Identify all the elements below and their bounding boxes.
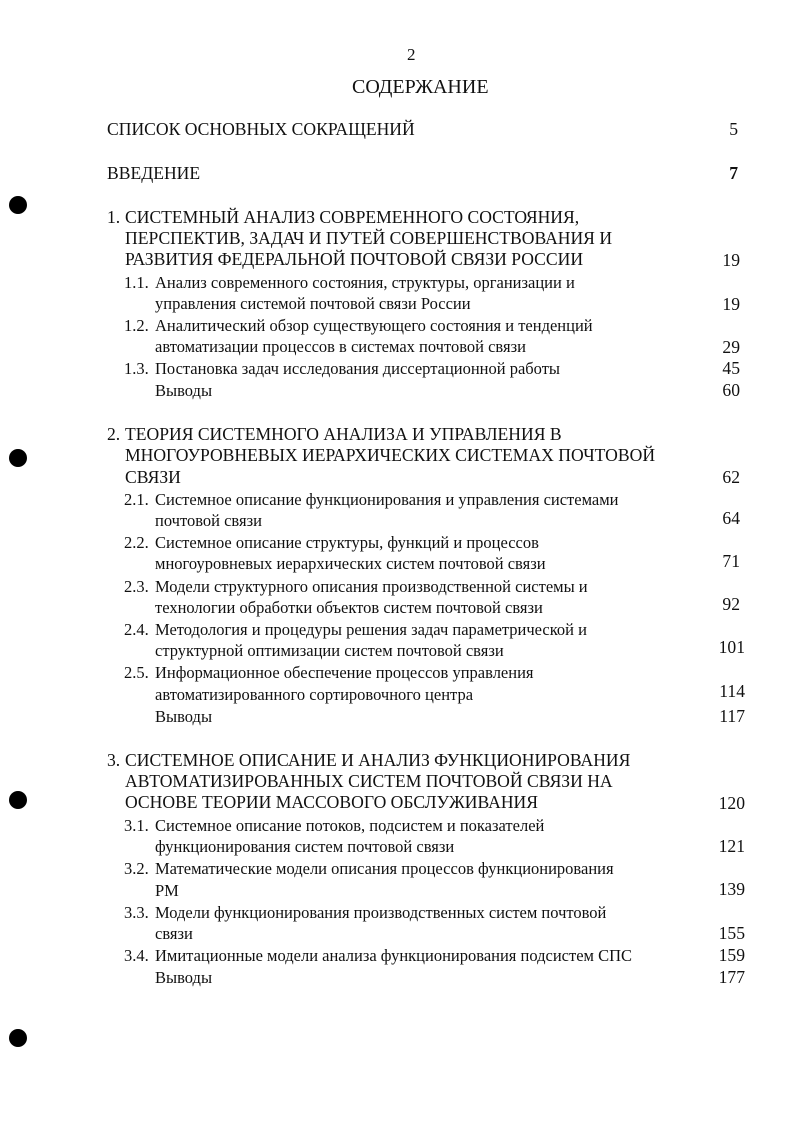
section-number: 1.3. <box>124 359 149 378</box>
section-title-line: Постановка задач исследования диссертационной работы <box>155 359 561 378</box>
toc-page-number: 64 <box>722 508 740 528</box>
section-title-line: почтовой связи <box>155 511 262 530</box>
conclusions-label: Выводы <box>155 707 213 726</box>
section-title-line: Математические модели описания процессов функционирования <box>155 859 614 878</box>
binding-hole-mark <box>9 196 27 214</box>
toc-page-number: 45 <box>722 358 740 378</box>
section-number: 3.4. <box>124 946 149 965</box>
chapter-title-line: МНОГОУРОВНЕВЫХ ИЕРАРХИЧЕСКИХ СИСТЕМАХ ПОЧТОВОЙ <box>125 445 656 465</box>
section-title-line: Анализ современного состояния, структуры, организации и <box>155 273 575 292</box>
section-title-line: Имитационные модели анализа функционирования подсистем СПС <box>155 946 633 965</box>
section-title-line: связи <box>155 924 193 943</box>
section-number: 1.2. <box>124 316 149 335</box>
section-number: 1.1. <box>124 273 149 292</box>
toc-page-number: 60 <box>722 380 740 400</box>
binding-hole-mark <box>9 1029 27 1047</box>
section-number: 2.4. <box>124 620 149 639</box>
toc-page-number: 71 <box>722 551 740 571</box>
page-number: 2 <box>407 45 416 64</box>
toc-page-number: 114 <box>719 681 745 701</box>
toc-page-number: 177 <box>718 967 745 987</box>
binding-hole-mark <box>9 791 27 809</box>
toc-page-number: 139 <box>718 879 745 899</box>
toc-page-number: 62 <box>722 467 740 487</box>
toc-page-number: 29 <box>722 337 740 357</box>
section-number: 2.2. <box>124 533 149 552</box>
toc-page-number: 120 <box>718 793 745 813</box>
toc-page-number: 159 <box>718 945 745 965</box>
section-number: 2.1. <box>124 490 149 509</box>
toc-page-number: 19 <box>722 250 740 270</box>
section-number: 2.3. <box>124 577 149 596</box>
toc-page-number: 7 <box>729 163 738 183</box>
toc-entry-label: ВВЕДЕНИЕ <box>107 163 201 183</box>
section-title-line: структурной оптимизации систем почтовой связи <box>155 641 504 660</box>
chapter-title-line: АВТОМАТИЗИРОВАННЫХ СИСТЕМ ПОЧТОВОЙ СВЯЗИ НА <box>125 771 613 791</box>
section-title-line: Системное описание структуры, функций и процессов <box>155 533 539 552</box>
toc-page-number: 117 <box>719 706 745 726</box>
section-title-line: автоматизированного сортировочного центра <box>155 685 474 704</box>
section-title-line: управления системой почтовой связи России <box>155 294 471 313</box>
section-title-line: Системное описание функционирования и управления системами <box>155 490 619 509</box>
chapter-title-line: ТЕОРИЯ СИСТЕМНОГО АНАЛИЗА И УПРАВЛЕНИЯ В <box>125 424 562 444</box>
section-title-line: автоматизации процессов в системах почтовой связи <box>155 337 526 356</box>
section-number: 3.1. <box>124 816 149 835</box>
chapter-title-line: ОСНОВЕ ТЕОРИИ МАССОВОГО ОБСЛУЖИВАНИЯ <box>125 792 538 812</box>
section-title-line: РМ <box>155 881 179 900</box>
chapter-number: 2. <box>107 424 121 444</box>
toc-page-number: 19 <box>722 294 740 314</box>
section-title-line: Модели структурного описания производственной системы и <box>155 577 588 596</box>
conclusions-label: Выводы <box>155 968 213 987</box>
section-title-line: Методология и процедуры решения задач параметрической и <box>155 620 587 639</box>
section-number: 3.2. <box>124 859 149 878</box>
chapter-number: 3. <box>107 750 121 770</box>
toc-entry-label: СПИСОК ОСНОВНЫХ СОКРАЩЕНИЙ <box>107 119 415 139</box>
page-title: СОДЕРЖАНИЕ <box>352 76 489 98</box>
binding-hole-mark <box>9 449 27 467</box>
section-title-line: технологии обработки объектов систем почтовой связи <box>155 598 543 617</box>
chapter-title-line: СИСТЕМНОЕ ОПИСАНИЕ И АНАЛИЗ ФУНКЦИОНИРОВАНИЯ <box>125 750 631 770</box>
conclusions-label: Выводы <box>155 381 213 400</box>
chapter-title-line: РАЗВИТИЯ ФЕДЕРАЛЬНОЙ ПОЧТОВОЙ СВЯЗИ РОССИИ <box>125 249 584 269</box>
section-title-line: многоуровневых иерархических систем почтовой связи <box>155 554 546 573</box>
section-number: 3.3. <box>124 903 149 922</box>
chapter-number: 1. <box>107 207 121 227</box>
toc-page-number: 155 <box>718 923 745 943</box>
chapter-title-line: СИСТЕМНЫЙ АНАЛИЗ СОВРЕМЕННОГО СОСТОЯНИЯ, <box>125 207 580 227</box>
section-title-line: Аналитический обзор существующего состояния и тенденций <box>155 316 593 335</box>
section-title-line: Модели функционирования производственных систем почтовой <box>155 903 607 922</box>
section-title-line: Системное описание потоков, подсистем и показателей <box>155 816 545 835</box>
section-title-line: функционирования систем почтовой связи <box>155 837 455 856</box>
chapter-title-line: ПЕРСПЕКТИВ, ЗАДАЧ И ПУТЕЙ СОВЕРШЕНСТВОВАНИЯ И <box>125 228 613 248</box>
section-title-line: Информационное обеспечение процессов управления <box>155 663 534 682</box>
toc-page-number: 92 <box>722 594 740 614</box>
toc-page-number: 101 <box>718 637 745 657</box>
toc-page-number: 121 <box>718 836 745 856</box>
section-number: 2.5. <box>124 663 149 682</box>
chapter-title-line: СВЯЗИ <box>125 467 181 487</box>
toc-page-number: 5 <box>729 119 738 139</box>
